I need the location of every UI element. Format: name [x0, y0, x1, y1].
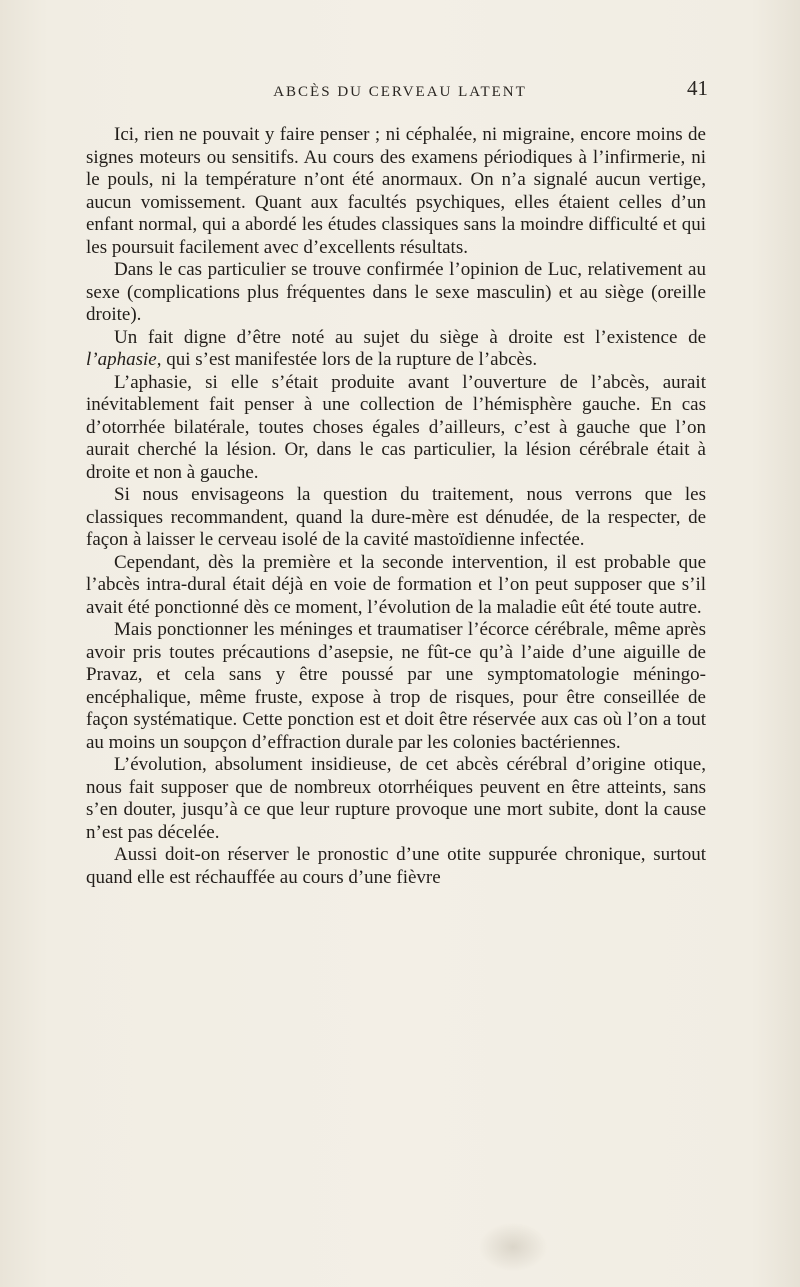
paragraph-treatment: Si nous envisageons la question du traitement, nous verrons que les classiques recommandent, quand la dure-mère est dénudée, de la respecter, de façon à laisser le cerveau isolé de la cavité mastoïdienne infectée.: [86, 484, 706, 550]
paragraph-luc-opinion: Dans le cas particulier se trouve confirmée l’opinion de Luc, relativement au sexe (complications plus fréquentes dans le sexe masculin) et au siège (oreille droite).: [86, 259, 706, 325]
body-text: [86, 124, 706, 889]
paragraph-aphasia-note: [86, 327, 706, 372]
paragraph-aphasia-localization: L’aphasie, si elle s’était produite avant l’ouverture de l’abcès, aurait inévitablement fait penser à une collection de l’hémisphère gauche. En cas d’otorrhée bilatérale, toutes choses égales d’ailleurs, c’est à gauche que l’on aurait cherché la lésion. Or, dans le cas particulier, la lésion cérébrale était à droite et non à gauche.: [86, 371, 706, 483]
paragraph-symptoms: Ici, rien ne pouvait y faire penser ; ni céphalée, ni migraine, encore moins de signes moteurs ou sensitifs. Au cours des examens périodiques à l’infirmerie, ni le pouls, ni la température n’ont été anormaux. On n’a signalé aucun vertige, aucun vomissement. Quant aux facultés psychiques, elles étaient celles d’un enfant normal, qui a abordé les études classiques sans la moindre difficulté et qui les poursuit facilement avec d’excellents résultats.: [86, 124, 706, 258]
paragraph-puncture-risks: Mais ponctionner les méninges et traumatiser l’écorce cérébrale, même après avoir pris toutes précautions d’asepsie, ne fût-ce qu’à l’aide d’une aiguille de Pravaz, et cela sans y être poussé par une symptomatologie méningo-encéphalique, même fruste, expose à trop de risques, pour être conseillée de façon systématique. Cette ponction est et doit être réservée aux cas où l’on a tout au moins un soupçon d’effraction durale par les colonies bactériennes.: [86, 619, 706, 753]
paragraph-aphasia-note-after: , qui s’est manifestée lors de la rupture de l’abcès.: [156, 349, 538, 370]
paragraph-prognosis: Aussi doit-on réserver le pronostic d’une otite suppurée chronique, surtout quand elle est réchauffée au cours d’une fièvre: [86, 844, 706, 888]
paragraph-intervention: Cependant, dès la première et la seconde intervention, il est probable que l’abcès intra-dural était déjà en voie de formation et l’on peut supposer que s’il avait été ponctionné dès ce moment, l’évolution de la maladie eût été toute autre.: [86, 551, 706, 618]
page-number: 41: [687, 76, 708, 100]
paragraph-evolution: L’évolution, absolument insidieuse, de cet abcès cérébral d’origine otique, nous fait supposer que de nombreux otorrhéiques peuvent en être atteints, sans s’en douter, jusqu’à ce que leur rupture provoque une mort subite, dont la cause n’est pas décelée.: [86, 754, 706, 843]
aphasia-term: l’aphasie: [86, 349, 157, 370]
paragraph-aphasia-note-before: Un fait digne d’être noté au sujet du siège à droite est l’existence de: [114, 326, 706, 348]
running-head: ABCÈS DU CERVEAU LATENT: [273, 84, 527, 100]
page-header: [86, 74, 714, 110]
paper-stain: [478, 1222, 548, 1272]
